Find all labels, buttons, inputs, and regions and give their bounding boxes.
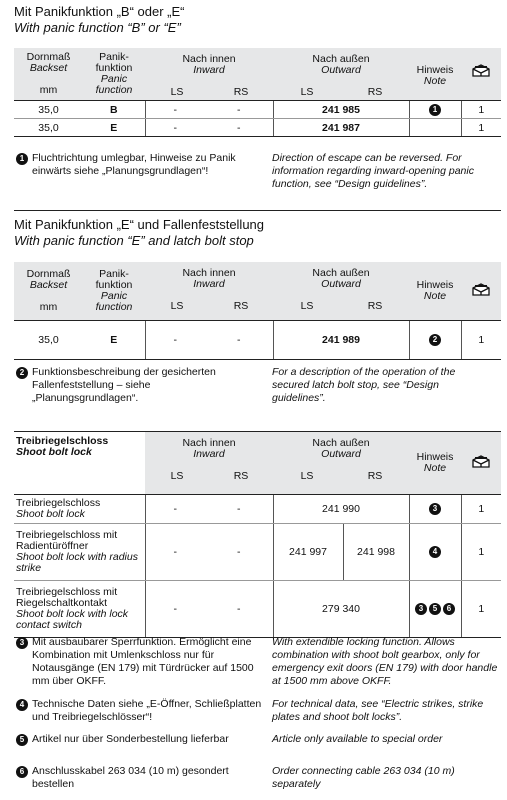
divider	[14, 210, 501, 211]
hdr-note: Note	[423, 75, 447, 87]
hdr-mm: mm	[39, 84, 58, 96]
hdr-outward-de: Nach außen	[312, 267, 370, 279]
hdr-outward-en: Outward	[321, 278, 361, 290]
hdr-outward-de: Nach außen	[312, 53, 370, 65]
hdr-dornmass: Dornmaß	[26, 51, 71, 63]
section2-title-de: Mit Panikfunktion „E“ und Fallenfeststellung	[14, 217, 265, 232]
t3-r3-ils: -	[145, 581, 205, 638]
hdr-mm: mm	[39, 301, 58, 313]
note-6-icon: 6	[16, 766, 28, 778]
note6-en: Order connecting cable 263 034 (10 m) separately	[272, 765, 455, 790]
table2	[14, 262, 501, 360]
t2-dorn: 35,0	[14, 321, 83, 360]
note-2-icon: 2	[16, 367, 28, 379]
hdr-panik: Panik-	[99, 268, 129, 280]
t1-r1-panik: B	[83, 101, 145, 119]
t3-title-en: Shoot bolt lock	[16, 446, 92, 458]
t3-r2-irs: -	[205, 524, 273, 581]
section1-title-en: With panic function “B” or “E”	[14, 20, 181, 35]
hdr-inward-de: Nach innen	[182, 437, 236, 449]
note2-de	[19, 366, 242, 405]
note-3-icon: 3	[429, 503, 441, 515]
note1-en: Direction of escape can be reversed. For information regarding inward-opening panic function, see “Design guidelines”.	[272, 152, 474, 190]
hdr-ls: LS	[300, 86, 314, 98]
package-icon	[471, 283, 491, 300]
note5-de	[19, 733, 264, 746]
hdr-hinweis: Hinweis	[416, 451, 454, 463]
t1-r2-panik: E	[83, 119, 145, 137]
note-1-icon: 1	[429, 104, 441, 116]
note2-en: For a description of the operation of the secured latch bolt stop, see “Design guidelines”.	[272, 366, 456, 404]
hdr-note: Note	[423, 290, 447, 302]
t2-panik: E	[83, 321, 145, 360]
hdr-rs: RS	[233, 470, 249, 482]
t1-r2-qty: 1	[461, 119, 501, 137]
t1-r2-irs: -	[205, 119, 273, 137]
note3-de-text: Mit ausbaubarer Sperrfunktion. Ermöglicht eine Kombination mit Umlenkschloss nur für Notausgänge (EN 179) mit Türdrücker auf 1500 mm über OKFF.	[32, 636, 254, 687]
note-3-icon: 3	[16, 637, 28, 649]
table1	[14, 48, 501, 137]
hdr-ls: LS	[170, 86, 184, 98]
table3	[14, 431, 501, 638]
t3-r1-outward: 241 990	[273, 495, 409, 524]
t3-r3-qty: 1	[461, 581, 501, 638]
hdr-panic: Panic	[100, 290, 128, 302]
hdr-inward-de: Nach innen	[182, 267, 236, 279]
hdr-hinweis: Hinweis	[416, 279, 454, 291]
hdr-rs: RS	[367, 86, 383, 98]
t1-r2-outward: 241 987	[273, 119, 409, 137]
hdr-funktion: funktion	[95, 279, 133, 291]
note-6-icon: 6	[443, 603, 455, 615]
hdr-rs: RS	[233, 300, 249, 312]
note2-de-text: Funktionsbeschreibung der gesicherten Fallenfeststellung – siehe „Planungsgrundlagen“.	[32, 366, 216, 404]
t3-r2-ols: 241 997	[273, 524, 343, 581]
hdr-note: Note	[423, 462, 447, 474]
t1-r1-ils: -	[145, 101, 205, 119]
hdr-hinweis: Hinweis	[416, 64, 454, 76]
hdr-panic: Panic	[100, 73, 128, 85]
t3-r2-ils: -	[145, 524, 205, 581]
t2-ils: -	[145, 321, 205, 360]
package-icon	[471, 64, 491, 81]
note-4-icon: 4	[429, 546, 441, 558]
t3-r3-en: Shoot bolt lock with lock contact switch	[16, 608, 129, 631]
hdr-outward-en: Outward	[321, 64, 361, 76]
note-3-icon: 3	[415, 603, 427, 615]
t3-r1-qty: 1	[461, 495, 501, 524]
hdr-panik: Panik-	[99, 51, 129, 63]
hdr-ls: LS	[170, 300, 184, 312]
hdr-ls: LS	[170, 470, 184, 482]
hdr-inward-en: Inward	[193, 278, 225, 290]
hdr-function: function	[95, 84, 133, 96]
note3-de	[19, 636, 264, 688]
t1-r2-dorn: 35,0	[14, 119, 83, 137]
t3-r2-qty: 1	[461, 524, 501, 581]
t3-r1-de: Treibriegelschloss	[16, 497, 101, 509]
section2-title-en: With panic function “E” and latch bolt stop	[14, 233, 254, 248]
t3-r1-ils: -	[145, 495, 205, 524]
hdr-backset: Backset	[29, 279, 68, 291]
t1-r2-note	[409, 119, 461, 137]
t2-irs: -	[205, 321, 273, 360]
hdr-rs: RS	[367, 300, 383, 312]
t3-r1-irs: -	[205, 495, 273, 524]
note6-de	[19, 765, 264, 791]
t2-qty: 1	[461, 321, 501, 360]
hdr-funktion: funktion	[95, 62, 133, 74]
t1-r1-dorn: 35,0	[14, 101, 83, 119]
hdr-inward-de: Nach innen	[182, 53, 236, 65]
package-icon	[471, 455, 491, 472]
hdr-ls: LS	[300, 300, 314, 312]
note-4-icon: 4	[16, 699, 28, 711]
section1-title	[14, 4, 185, 36]
hdr-ls: LS	[300, 470, 314, 482]
note-5-icon: 5	[429, 603, 441, 615]
note-2-icon: 2	[429, 334, 441, 346]
note6-de-text: Anschlusskabel 263 034 (10 m) gesondert bestellen	[32, 765, 229, 790]
note5-en: Article only available to special order	[272, 733, 443, 745]
note4-de-text: Technische Daten siehe „E-Öffner, Schließplatten und Treibriegelschlösser“!	[32, 698, 262, 723]
hdr-rs: RS	[233, 86, 249, 98]
note5-de-text: Artikel nur über Sonderbestellung lieferbar	[32, 733, 229, 745]
hdr-outward-en: Outward	[321, 448, 361, 460]
t3-r2-de: Treibriegelschloss mit Radientüröffner	[16, 529, 118, 552]
hdr-rs: RS	[367, 470, 383, 482]
hdr-backset: Backset	[29, 62, 68, 74]
t3-r1-en: Shoot bolt lock	[16, 508, 85, 520]
hdr-inward-en: Inward	[193, 64, 225, 76]
hdr-dornmass: Dornmaß	[26, 268, 71, 280]
note-5-icon: 5	[16, 734, 28, 746]
t3-r2-ors: 241 998	[343, 524, 409, 581]
t3-r2-en: Shoot bolt lock with radius strike	[16, 551, 138, 574]
t3-r3-de: Treibriegelschloss mit Riegelschaltkontakt	[16, 586, 118, 609]
note-1-icon: 1	[16, 153, 28, 165]
t3-title-de: Treibriegelschloss	[16, 435, 109, 447]
t1-r1-qty: 1	[461, 101, 501, 119]
note1-de	[19, 152, 262, 178]
note3-en: With extendible locking function. Allows combination with shoot bolt gearbox, only for emergency exit doors (EN 179) with door handle at 1500 mm above OKFF.	[272, 636, 498, 687]
hdr-inward-en: Inward	[193, 448, 225, 460]
section2-title	[14, 217, 264, 249]
t3-r3-irs: -	[205, 581, 273, 638]
section1-title-de: Mit Panikfunktion „B“ oder „E“	[14, 4, 185, 19]
t2-outward: 241 989	[273, 321, 409, 360]
t3-r3-outward: 279 340	[273, 581, 409, 638]
note4-en: For technical data, see “Electric strikes, strike plates and shoot bolt locks”.	[272, 698, 484, 723]
t1-r1-outward: 241 985	[273, 101, 409, 119]
note1-de-text: Fluchtrichtung umlegbar, Hinweise zu Panik einwärts siehe „Planungsgrundlagen“!	[32, 152, 236, 177]
hdr-function: function	[95, 301, 133, 313]
hdr-outward-de: Nach außen	[312, 437, 370, 449]
t1-r2-ils: -	[145, 119, 205, 137]
t1-r1-irs: -	[205, 101, 273, 119]
note4-de	[19, 698, 264, 724]
